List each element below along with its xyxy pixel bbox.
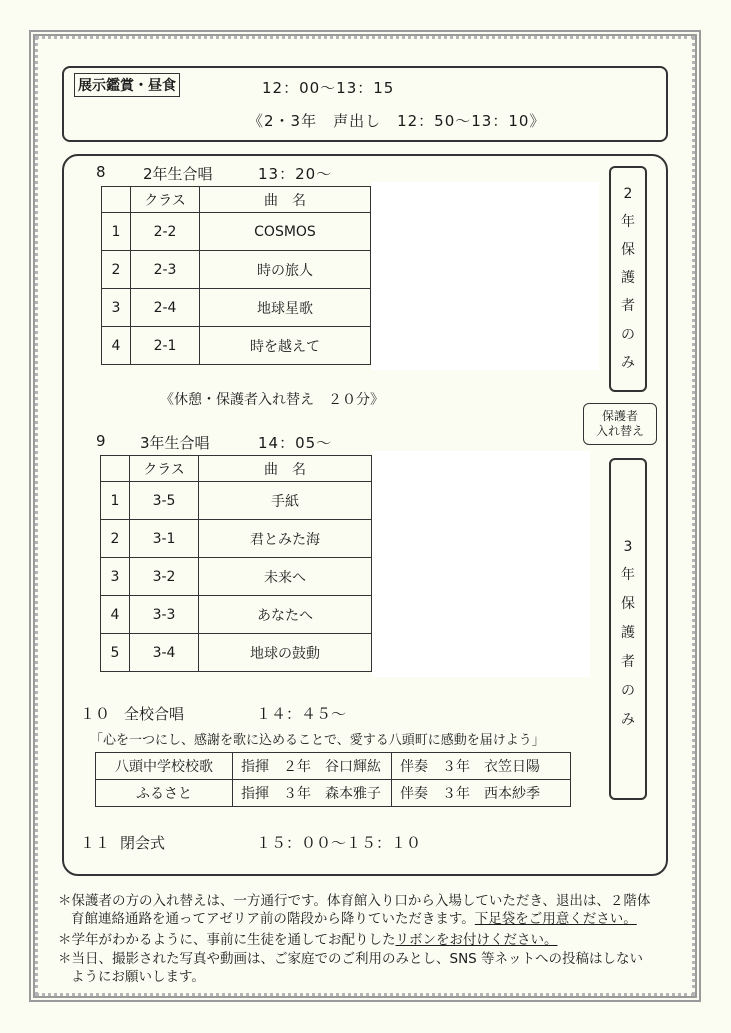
sec8-table (101, 186, 371, 365)
table-row (102, 327, 371, 365)
song-title: ふるさと (96, 780, 233, 807)
note-1 (58, 892, 698, 928)
note-3-line-1: ＊当日、撮影された写真や動画は、ご家庭でのご利用のみとし、SNS 等ネットへの投稿はしない (58, 951, 644, 967)
sec9-parents-only-label (609, 458, 647, 800)
table-row (96, 780, 571, 807)
table-row (102, 251, 371, 289)
row-number: 3 (102, 289, 131, 327)
side-char: 年 (621, 567, 635, 583)
row-song: 地球星歌 (200, 289, 371, 327)
table-row (102, 289, 371, 327)
note-2-text: ＊学年がわかるように、事前に生徒を通してお配りした (58, 932, 396, 948)
sec10-title: 全校合唱 (124, 705, 185, 723)
sec9-number: 9 (96, 432, 106, 450)
sec9-title: 3年生合唱 (140, 434, 210, 452)
row-number: 5 (101, 634, 130, 672)
row-class: 3-5 (130, 482, 199, 520)
row-song: 未来へ (199, 558, 372, 596)
table-row (101, 596, 372, 634)
row-class: 3-1 (130, 520, 199, 558)
table-row (101, 520, 372, 558)
side-char: 者 (621, 298, 635, 315)
table-row (102, 213, 371, 251)
side-char: 保 (621, 241, 635, 258)
lunch-time: 12：00～13：15 (262, 79, 395, 97)
table-row (101, 482, 372, 520)
row-song: 時を越えて (200, 327, 371, 365)
row-class: 2-4 (131, 289, 200, 327)
sec11-number: １１ (80, 834, 111, 852)
row-song: 手紙 (199, 482, 372, 520)
row-song: 君とみた海 (199, 520, 372, 558)
row-class: 3-3 (130, 596, 199, 634)
side-char: 者 (621, 654, 635, 670)
table-row (101, 634, 372, 672)
sec11-title: 閉会式 (120, 834, 166, 852)
side-char: 保 (621, 596, 635, 612)
side-char: 年 (621, 213, 635, 230)
row-number: 3 (101, 558, 130, 596)
side-char: の (621, 326, 635, 343)
side-char: み (621, 354, 635, 371)
row-class: 2-3 (131, 251, 200, 289)
sec9-table (100, 455, 372, 672)
sec8-time: 13：20～ (258, 165, 333, 183)
side-char: 2 (623, 186, 633, 203)
row-number: 2 (101, 520, 130, 558)
side-char: 護 (621, 625, 635, 641)
note-2-emphasis: リボンをお付けください。 (395, 932, 558, 948)
voice-practice: 《2・3年 声出し 12：50～13：10》 (248, 112, 546, 130)
redaction-block (371, 182, 599, 370)
sec9-header-song: 曲 名 (199, 456, 372, 482)
table-row (101, 558, 372, 596)
sec8-title: 2年生合唱 (143, 165, 213, 183)
row-class: 3-4 (130, 634, 199, 672)
side-char: み (621, 712, 635, 728)
note-3-line-2: ようにお願いします。 (71, 969, 205, 985)
sec8-header-class: クラス (131, 187, 200, 213)
sec8-header-row (102, 187, 371, 213)
accompanist: 伴奏 ３年 西本紗季 (392, 780, 571, 807)
note-3 (58, 950, 698, 986)
row-number: 4 (101, 596, 130, 634)
side-char: 3 (623, 539, 633, 555)
sec10-number: １０ (80, 705, 111, 723)
parent-swap-label (583, 403, 657, 445)
side-char: の (621, 683, 635, 699)
sec10-table (95, 752, 571, 807)
note-1-emphasis: 下足袋をご用意ください。 (474, 911, 637, 927)
row-song: COSMOS (200, 213, 371, 251)
conductor: 指揮 ３年 森本雅子 (233, 780, 392, 807)
table-row (96, 753, 571, 780)
swap-line-2: 入れ替え (595, 424, 644, 438)
sec10-motto: 「心を一つにし、感謝を歌に込めることで、愛する八頭町に感動を届けよう」 (90, 733, 545, 748)
row-class: 3-2 (130, 558, 199, 596)
sec8-parents-only-label (609, 166, 647, 392)
sec8-header-no (102, 187, 131, 213)
row-number: 4 (102, 327, 131, 365)
row-song: 時の旅人 (200, 251, 371, 289)
row-number: 1 (101, 482, 130, 520)
lunch-tag: 展示鑑賞・昼食 (74, 73, 180, 97)
row-number: 2 (102, 251, 131, 289)
note-1-text: 育館連絡通路を通ってアゼリア前の階段から降りていただきます。 (71, 911, 475, 927)
row-song: 地球の鼓動 (199, 634, 372, 672)
sec9-time: 14：05～ (258, 434, 333, 452)
song-title: 八頭中学校校歌 (96, 753, 233, 780)
row-class: 2-1 (131, 327, 200, 365)
redaction-block (372, 451, 590, 677)
note-1-line-2 (58, 910, 698, 928)
note-1-line-1: ＊保護者の方の入れ替えは、一方通行です。体育館入り口から入場していただき、退出は、２階体 (58, 893, 651, 909)
sec9-header-class: クラス (130, 456, 199, 482)
sec8-header-song: 曲 名 (200, 187, 371, 213)
sec9-header-row (101, 456, 372, 482)
sec8-number: 8 (96, 163, 106, 181)
sec11-time: １５：００～１５：１０ (256, 834, 422, 852)
sec9-header-no (101, 456, 130, 482)
note-2 (58, 931, 698, 949)
row-song: あなたへ (199, 596, 372, 634)
row-class: 2-2 (131, 213, 200, 251)
accompanist: 伴奏 ３年 衣笠日陽 (392, 753, 571, 780)
sec10-time: １４：４５～ (256, 705, 347, 723)
side-char: 護 (621, 270, 635, 286)
row-number: 1 (102, 213, 131, 251)
break-note: 《休憩・保護者入れ替え ２０分》 (160, 392, 384, 408)
swap-line-1: 保護者 (601, 409, 638, 423)
conductor: 指揮 ２年 谷口輝紘 (233, 753, 392, 780)
